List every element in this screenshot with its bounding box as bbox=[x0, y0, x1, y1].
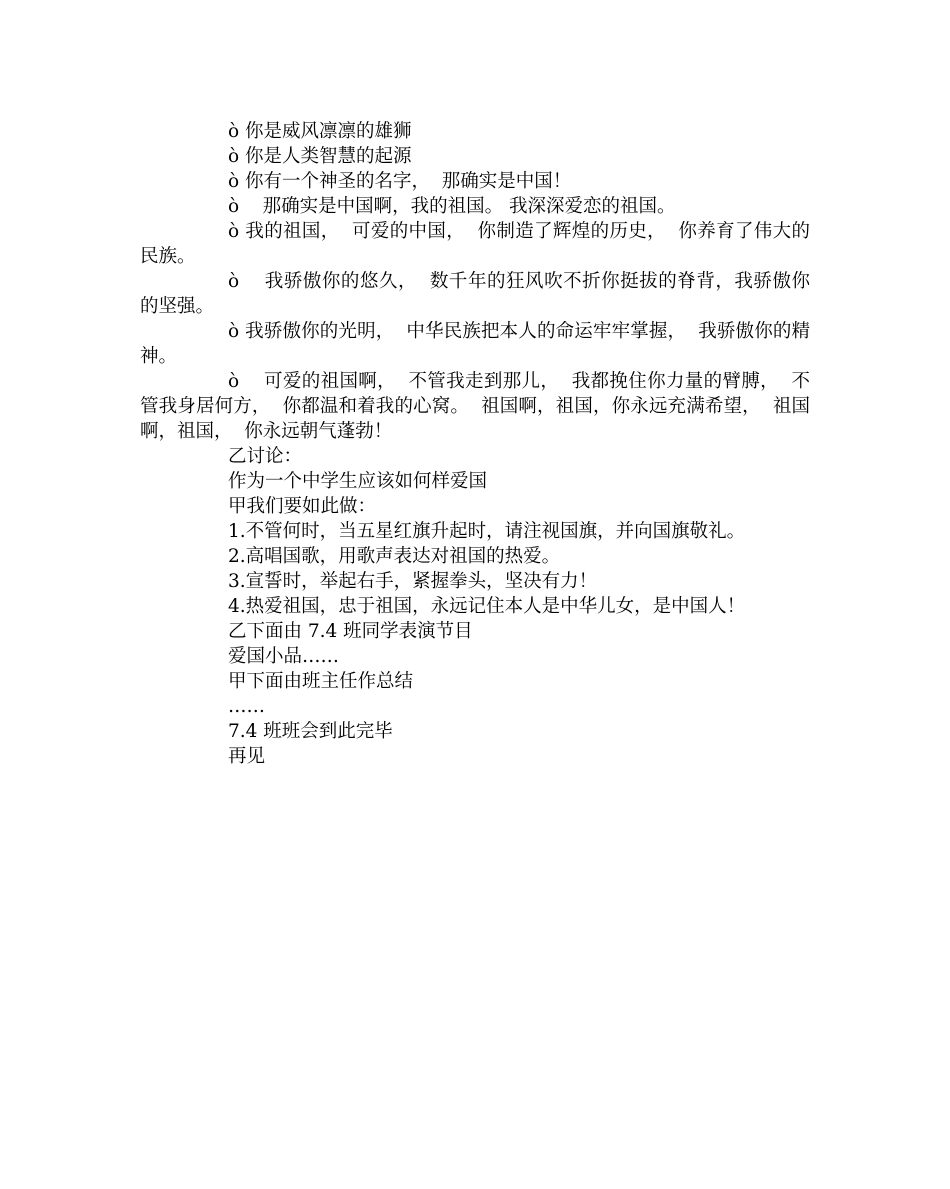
paragraph: 3.宣誓时，举起右手，紧握拳头，坚决有力！ bbox=[228, 571, 598, 592]
paragraph: ò 我骄傲你的光明， 中华民族把本人的命运牢牢掌握， 我骄傲你的精神。 bbox=[140, 321, 810, 367]
paragraph: 作为一个中学生应该如何样爱国 bbox=[228, 471, 488, 492]
paragraph: ò 我骄傲你的悠久， 数千年的狂风吹不折你挺拔的脊背，我骄傲你的坚强。 bbox=[140, 271, 810, 317]
paragraph: 乙下面由 7.4 班同学表演节目 bbox=[228, 621, 473, 642]
paragraph: 再见 bbox=[228, 746, 266, 767]
paragraph: 7.4 班班会到此完毕 bbox=[228, 721, 393, 742]
paragraph: 2.高唱国歌，用歌声表达对祖国的热爱。 bbox=[228, 546, 561, 567]
paragraph: 乙讨论： bbox=[228, 446, 303, 467]
document-body bbox=[140, 119, 810, 769]
paragraph: ò 我的祖国， 可爱的中国， 你制造了辉煌的历史， 你养育了伟大的民族。 bbox=[140, 221, 810, 267]
paragraph: ò 可爱的祖国啊， 不管我走到那儿， 我都挽住你力量的臂膊， 不管我身居何方， 你都温和着我的心窝。 祖国啊，祖国，你永远充满希望， 祖国啊，祖国， 你永远朝气蓬勃！ bbox=[140, 371, 810, 442]
paragraph: ò 你是威风凛凛的雄狮 bbox=[228, 121, 412, 142]
paragraph: ò 你有一个神圣的名字， 那确实是中国！ bbox=[228, 171, 572, 192]
paragraph: 甲下面由班主任作总结 bbox=[228, 671, 414, 692]
paragraph: 4.热爱祖国，忠于祖国，永远记住本人是中华儿女，是中国人！ bbox=[228, 596, 746, 617]
paragraph: 爱国小品…… bbox=[228, 646, 340, 667]
paragraph: 1.不管何时，当五星红旗升起时，请注视国旗，并向国旗敬礼。 bbox=[228, 521, 746, 542]
paragraph: ò 那确实是中国啊，我的祖国。 我深深爱恋的祖国。 bbox=[228, 196, 676, 217]
paragraph: …… bbox=[228, 696, 265, 717]
paragraph: ò 你是人类智慧的起源 bbox=[228, 146, 412, 167]
paragraph: 甲我们要如此做： bbox=[228, 496, 377, 517]
